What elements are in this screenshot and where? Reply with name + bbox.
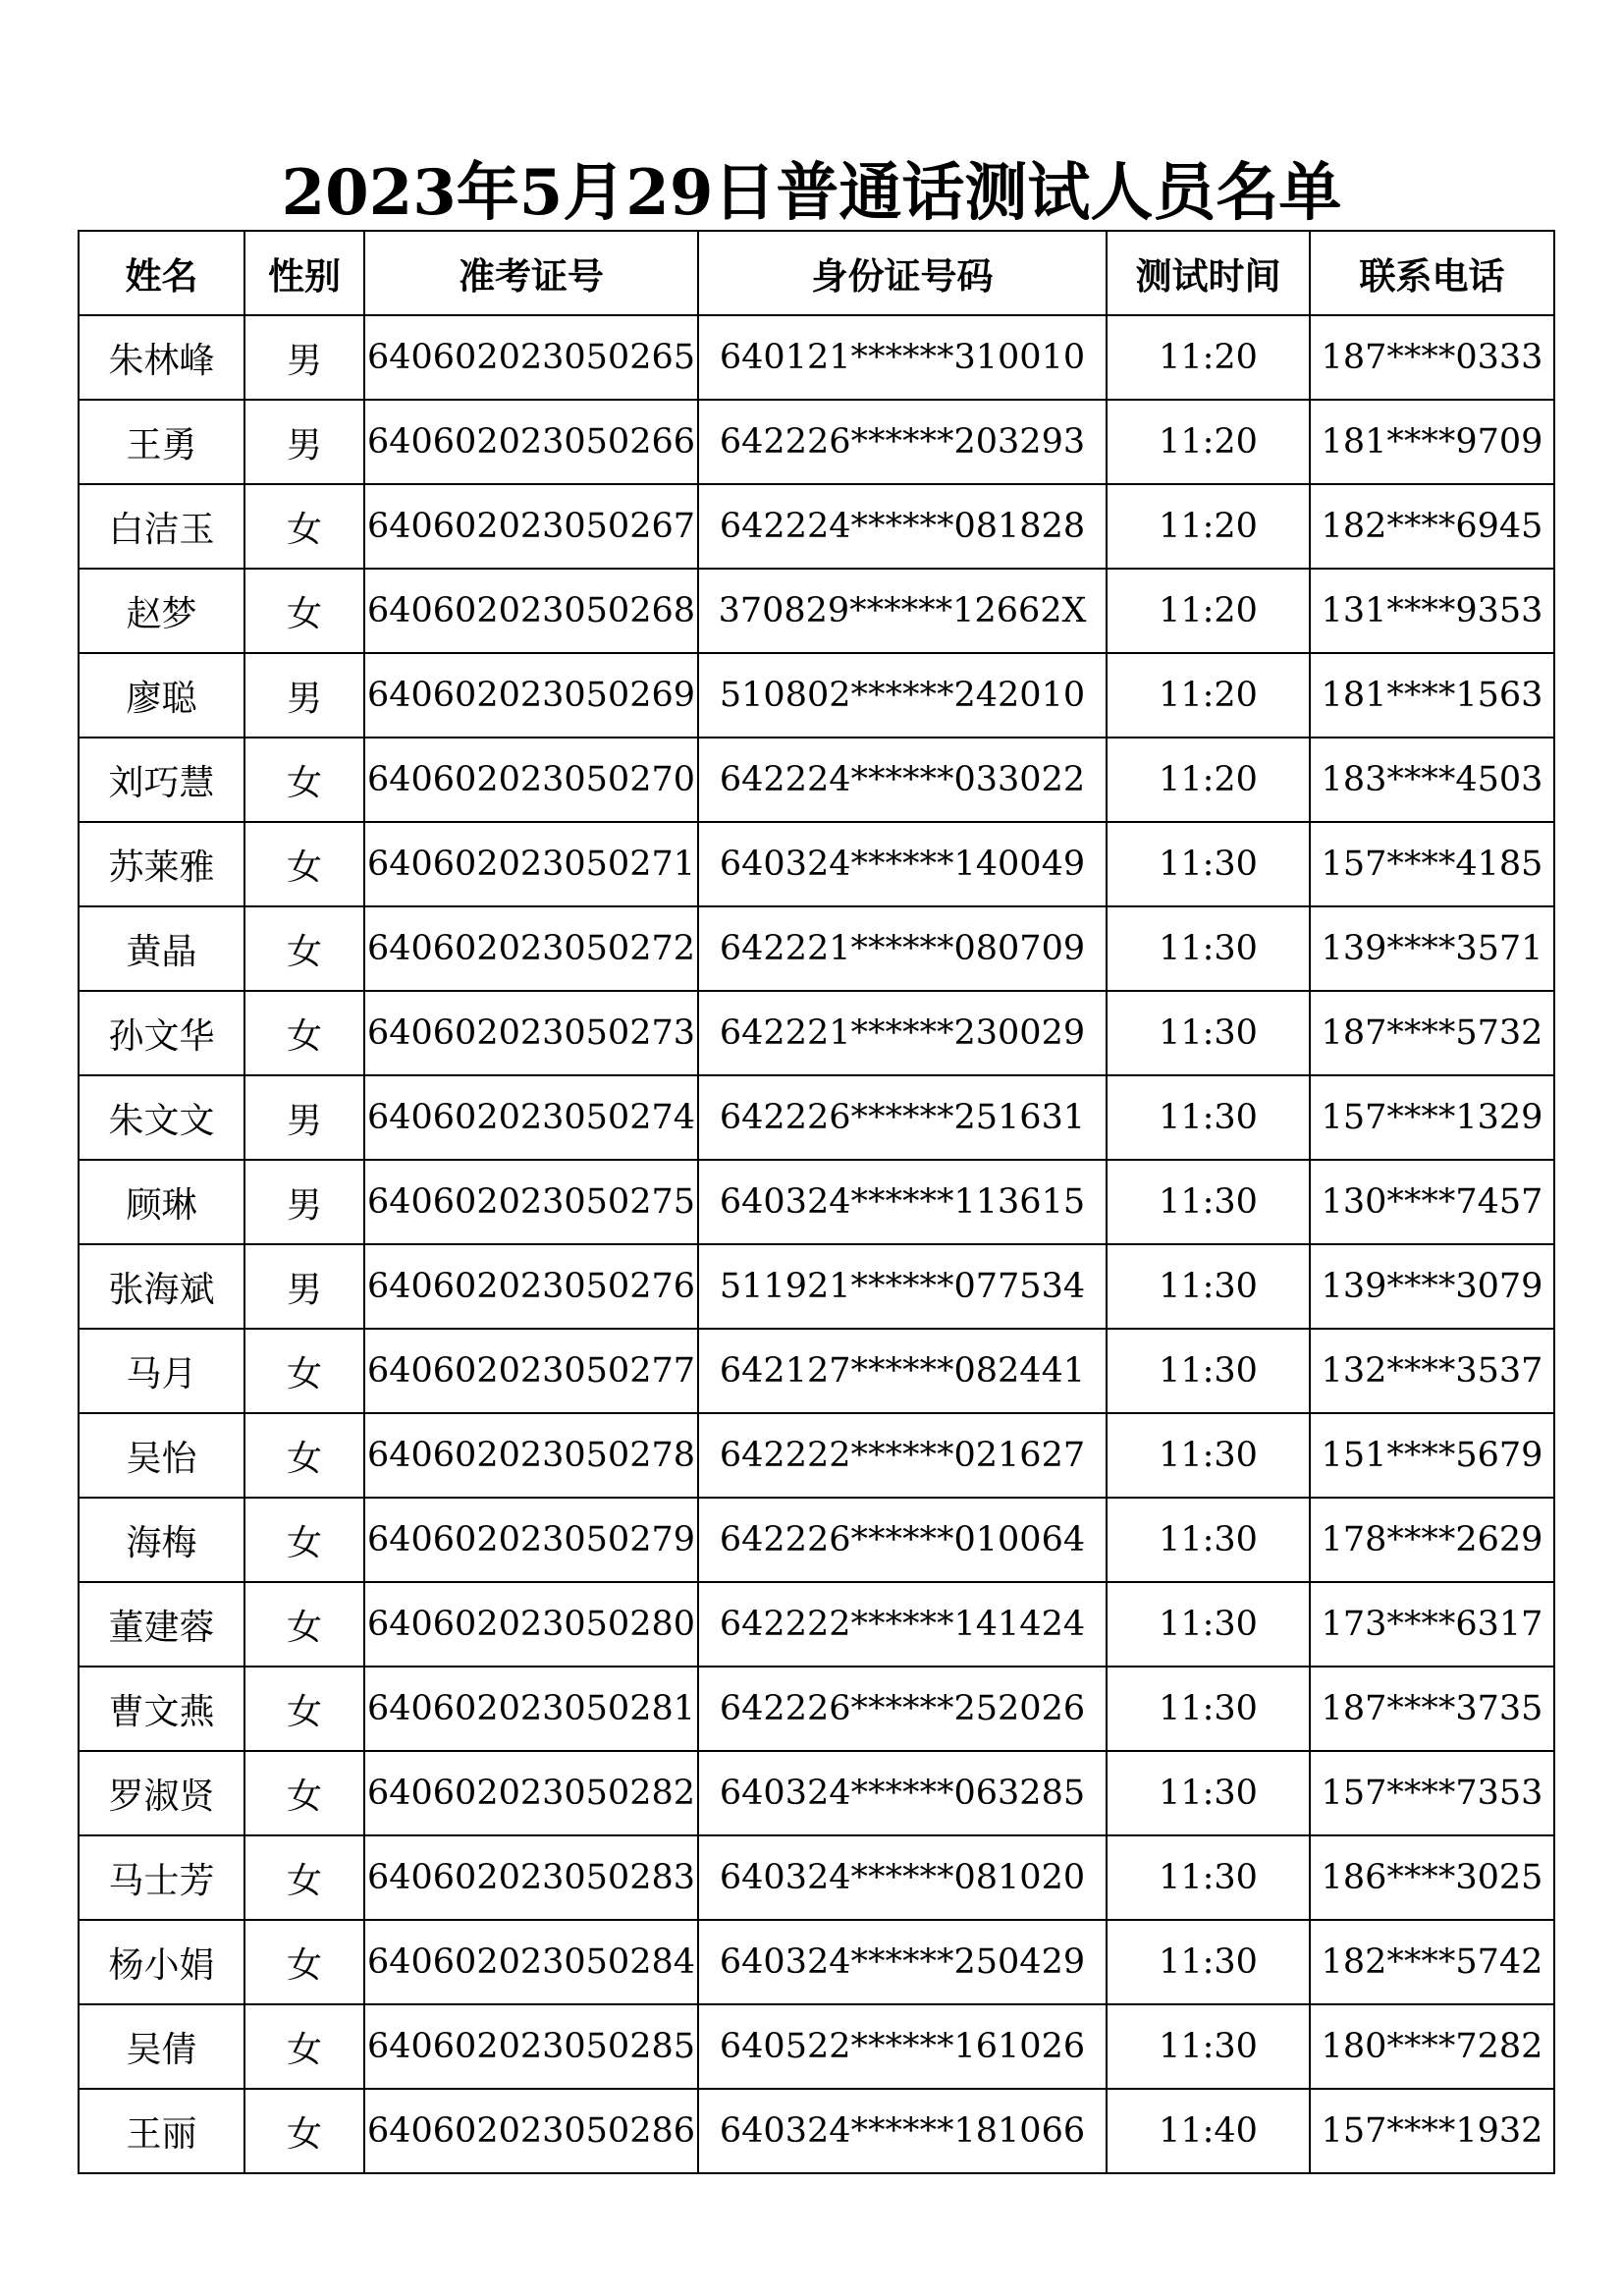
cell-exam-number: 640602023050270 bbox=[364, 738, 698, 822]
table-body bbox=[79, 315, 1554, 2173]
cell-id-number: 640324******063285 bbox=[698, 1751, 1107, 1835]
cell-exam-number: 640602023050267 bbox=[364, 484, 698, 569]
table-row bbox=[79, 1329, 1554, 1413]
table-row bbox=[79, 315, 1554, 400]
cell-test-time: 11:30 bbox=[1107, 1498, 1310, 1582]
cell-phone: 187****3735 bbox=[1310, 1667, 1554, 1751]
cell-phone: 139****3571 bbox=[1310, 906, 1554, 991]
cell-phone: 187****5732 bbox=[1310, 991, 1554, 1075]
cell-name: 朱林峰 bbox=[79, 315, 244, 400]
cell-exam-number: 640602023050281 bbox=[364, 1667, 698, 1751]
cell-phone: 157****7353 bbox=[1310, 1751, 1554, 1835]
cell-sex: 女 bbox=[244, 1498, 364, 1582]
cell-name: 廖聪 bbox=[79, 653, 244, 738]
table-row bbox=[79, 991, 1554, 1075]
cell-sex: 女 bbox=[244, 1582, 364, 1667]
cell-name: 孙文华 bbox=[79, 991, 244, 1075]
table-row bbox=[79, 1835, 1554, 1920]
page-title: 2023年5月29日普通话测试人员名单 bbox=[281, 156, 1342, 230]
cell-phone: 181****1563 bbox=[1310, 653, 1554, 738]
table-row bbox=[79, 569, 1554, 653]
header-phone: 联系电话 bbox=[1310, 231, 1554, 315]
cell-name: 张海斌 bbox=[79, 1244, 244, 1329]
cell-id-number: 640522******161026 bbox=[698, 2004, 1107, 2089]
header-sex: 性别 bbox=[244, 231, 364, 315]
cell-name: 吴怡 bbox=[79, 1413, 244, 1498]
cell-phone: 157****4185 bbox=[1310, 822, 1554, 906]
cell-exam-number: 640602023050266 bbox=[364, 400, 698, 484]
cell-exam-number: 640602023050280 bbox=[364, 1582, 698, 1667]
cell-exam-number: 640602023050273 bbox=[364, 991, 698, 1075]
cell-name: 苏莱雅 bbox=[79, 822, 244, 906]
cell-sex: 女 bbox=[244, 1329, 364, 1413]
table-row bbox=[79, 400, 1554, 484]
cell-test-time: 11:20 bbox=[1107, 315, 1310, 400]
cell-name: 杨小娟 bbox=[79, 1920, 244, 2004]
cell-phone: 183****4503 bbox=[1310, 738, 1554, 822]
cell-test-time: 11:30 bbox=[1107, 1835, 1310, 1920]
cell-name: 罗淑贤 bbox=[79, 1751, 244, 1835]
cell-test-time: 11:30 bbox=[1107, 822, 1310, 906]
cell-sex: 女 bbox=[244, 2004, 364, 2089]
cell-sex: 女 bbox=[244, 1413, 364, 1498]
cell-phone: 187****0333 bbox=[1310, 315, 1554, 400]
cell-sex: 女 bbox=[244, 569, 364, 653]
table-row bbox=[79, 1244, 1554, 1329]
table-row bbox=[79, 484, 1554, 569]
table-row bbox=[79, 1413, 1554, 1498]
cell-exam-number: 640602023050285 bbox=[364, 2004, 698, 2089]
header-name: 姓名 bbox=[79, 231, 244, 315]
cell-name: 马月 bbox=[79, 1329, 244, 1413]
cell-sex: 男 bbox=[244, 1244, 364, 1329]
cell-test-time: 11:20 bbox=[1107, 400, 1310, 484]
cell-id-number: 642127******082441 bbox=[698, 1329, 1107, 1413]
cell-name: 顾琳 bbox=[79, 1160, 244, 1244]
cell-sex: 女 bbox=[244, 738, 364, 822]
header-test-time: 测试时间 bbox=[1107, 231, 1310, 315]
cell-test-time: 11:30 bbox=[1107, 906, 1310, 991]
cell-sex: 男 bbox=[244, 315, 364, 400]
table-row bbox=[79, 2089, 1554, 2173]
cell-name: 白洁玉 bbox=[79, 484, 244, 569]
cell-exam-number: 640602023050276 bbox=[364, 1244, 698, 1329]
cell-test-time: 11:30 bbox=[1107, 1751, 1310, 1835]
cell-test-time: 11:30 bbox=[1107, 1075, 1310, 1160]
table-row bbox=[79, 2004, 1554, 2089]
cell-exam-number: 640602023050286 bbox=[364, 2089, 698, 2173]
header-id-number: 身份证号码 bbox=[698, 231, 1107, 315]
cell-id-number: 642221******230029 bbox=[698, 991, 1107, 1075]
cell-sex: 女 bbox=[244, 1835, 364, 1920]
cell-sex: 男 bbox=[244, 1075, 364, 1160]
cell-sex: 男 bbox=[244, 400, 364, 484]
cell-exam-number: 640602023050274 bbox=[364, 1075, 698, 1160]
cell-sex: 女 bbox=[244, 1667, 364, 1751]
cell-phone: 186****3025 bbox=[1310, 1835, 1554, 1920]
cell-phone: 181****9709 bbox=[1310, 400, 1554, 484]
cell-id-number: 642221******080709 bbox=[698, 906, 1107, 991]
cell-id-number: 642224******033022 bbox=[698, 738, 1107, 822]
cell-exam-number: 640602023050279 bbox=[364, 1498, 698, 1582]
header-exam-number: 准考证号 bbox=[364, 231, 698, 315]
cell-test-time: 11:20 bbox=[1107, 738, 1310, 822]
cell-exam-number: 640602023050271 bbox=[364, 822, 698, 906]
header-row bbox=[79, 231, 1554, 315]
cell-test-time: 11:30 bbox=[1107, 2004, 1310, 2089]
cell-exam-number: 640602023050275 bbox=[364, 1160, 698, 1244]
cell-exam-number: 640602023050282 bbox=[364, 1751, 698, 1835]
cell-id-number: 370829******12662X bbox=[698, 569, 1107, 653]
cell-id-number: 642222******021627 bbox=[698, 1413, 1107, 1498]
table-row bbox=[79, 1075, 1554, 1160]
cell-phone: 151****5679 bbox=[1310, 1413, 1554, 1498]
cell-id-number: 510802******242010 bbox=[698, 653, 1107, 738]
cell-phone: 157****1932 bbox=[1310, 2089, 1554, 2173]
table-row bbox=[79, 822, 1554, 906]
roster-table bbox=[78, 230, 1555, 2174]
cell-phone: 182****5742 bbox=[1310, 1920, 1554, 2004]
cell-exam-number: 640602023050265 bbox=[364, 315, 698, 400]
cell-exam-number: 640602023050269 bbox=[364, 653, 698, 738]
table-row bbox=[79, 1582, 1554, 1667]
table-row bbox=[79, 1751, 1554, 1835]
cell-id-number: 642226******203293 bbox=[698, 400, 1107, 484]
cell-phone: 178****2629 bbox=[1310, 1498, 1554, 1582]
cell-test-time: 11:30 bbox=[1107, 1160, 1310, 1244]
cell-phone: 132****3537 bbox=[1310, 1329, 1554, 1413]
cell-id-number: 642226******251631 bbox=[698, 1075, 1107, 1160]
cell-phone: 157****1329 bbox=[1310, 1075, 1554, 1160]
cell-test-time: 11:30 bbox=[1107, 1582, 1310, 1667]
cell-test-time: 11:20 bbox=[1107, 484, 1310, 569]
cell-phone: 173****6317 bbox=[1310, 1582, 1554, 1667]
cell-id-number: 640324******181066 bbox=[698, 2089, 1107, 2173]
cell-name: 朱文文 bbox=[79, 1075, 244, 1160]
cell-id-number: 640121******310010 bbox=[698, 315, 1107, 400]
cell-name: 王勇 bbox=[79, 400, 244, 484]
cell-exam-number: 640602023050277 bbox=[364, 1329, 698, 1413]
cell-test-time: 11:30 bbox=[1107, 1244, 1310, 1329]
cell-name: 海梅 bbox=[79, 1498, 244, 1582]
cell-test-time: 11:40 bbox=[1107, 2089, 1310, 2173]
cell-test-time: 11:20 bbox=[1107, 569, 1310, 653]
cell-phone: 139****3079 bbox=[1310, 1244, 1554, 1329]
cell-id-number: 640324******081020 bbox=[698, 1835, 1107, 1920]
cell-test-time: 11:20 bbox=[1107, 653, 1310, 738]
cell-id-number: 640324******140049 bbox=[698, 822, 1107, 906]
cell-exam-number: 640602023050272 bbox=[364, 906, 698, 991]
cell-exam-number: 640602023050268 bbox=[364, 569, 698, 653]
cell-sex: 女 bbox=[244, 2089, 364, 2173]
table-row bbox=[79, 738, 1554, 822]
cell-name: 董建蓉 bbox=[79, 1582, 244, 1667]
cell-exam-number: 640602023050278 bbox=[364, 1413, 698, 1498]
cell-test-time: 11:30 bbox=[1107, 1667, 1310, 1751]
cell-sex: 男 bbox=[244, 653, 364, 738]
cell-sex: 女 bbox=[244, 906, 364, 991]
cell-id-number: 511921******077534 bbox=[698, 1244, 1107, 1329]
cell-sex: 女 bbox=[244, 991, 364, 1075]
cell-id-number: 642222******141424 bbox=[698, 1582, 1107, 1667]
cell-test-time: 11:30 bbox=[1107, 1920, 1310, 2004]
cell-sex: 女 bbox=[244, 484, 364, 569]
cell-name: 黄晶 bbox=[79, 906, 244, 991]
cell-id-number: 640324******113615 bbox=[698, 1160, 1107, 1244]
cell-id-number: 640324******250429 bbox=[698, 1920, 1107, 2004]
cell-sex: 女 bbox=[244, 1920, 364, 2004]
cell-name: 吴倩 bbox=[79, 2004, 244, 2089]
cell-phone: 131****9353 bbox=[1310, 569, 1554, 653]
cell-id-number: 642226******010064 bbox=[698, 1498, 1107, 1582]
cell-test-time: 11:30 bbox=[1107, 1329, 1310, 1413]
cell-sex: 女 bbox=[244, 1751, 364, 1835]
cell-name: 赵梦 bbox=[79, 569, 244, 653]
table-header bbox=[79, 231, 1554, 315]
cell-phone: 182****6945 bbox=[1310, 484, 1554, 569]
cell-test-time: 11:30 bbox=[1107, 991, 1310, 1075]
cell-exam-number: 640602023050284 bbox=[364, 1920, 698, 2004]
cell-name: 曹文燕 bbox=[79, 1667, 244, 1751]
cell-phone: 130****7457 bbox=[1310, 1160, 1554, 1244]
table-row bbox=[79, 1160, 1554, 1244]
table-row bbox=[79, 1920, 1554, 2004]
cell-sex: 男 bbox=[244, 1160, 364, 1244]
table-row bbox=[79, 653, 1554, 738]
cell-id-number: 642226******252026 bbox=[698, 1667, 1107, 1751]
table-row bbox=[79, 1667, 1554, 1751]
cell-name: 刘巧慧 bbox=[79, 738, 244, 822]
table-row bbox=[79, 906, 1554, 991]
table-row bbox=[79, 1498, 1554, 1582]
cell-test-time: 11:30 bbox=[1107, 1413, 1310, 1498]
cell-exam-number: 640602023050283 bbox=[364, 1835, 698, 1920]
cell-name: 王丽 bbox=[79, 2089, 244, 2173]
cell-sex: 女 bbox=[244, 822, 364, 906]
cell-phone: 180****7282 bbox=[1310, 2004, 1554, 2089]
cell-id-number: 642224******081828 bbox=[698, 484, 1107, 569]
cell-name: 马士芳 bbox=[79, 1835, 244, 1920]
